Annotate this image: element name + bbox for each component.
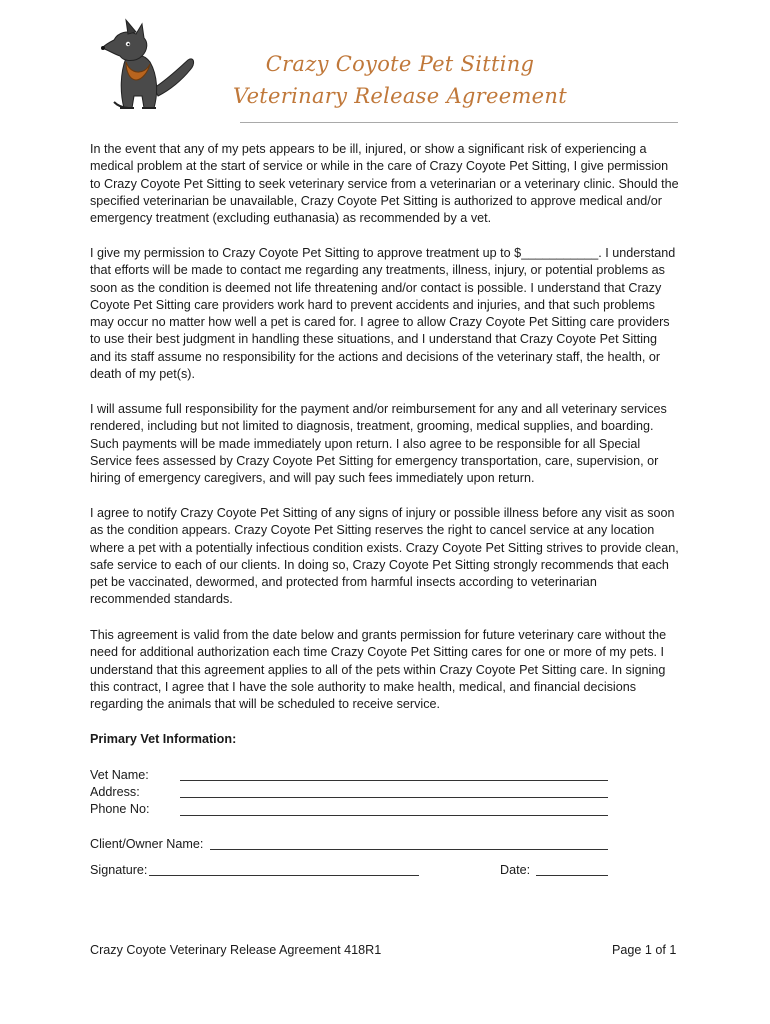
paragraph-payment: I will assume full responsibility for the payment and/or reimbursement for any and all veterinary services rendered, including but not limited to diagnosis, treatment, grooming, medical supplies, and boarding. Such payments will be made immediately upon return. I also agree to be responsible for all Special Service fees assessed by Crazy Coyote Pet Sitting for emergency transportation, care, supervision, or hiring of emergency caregivers, and will pay such fees immediately upon return. [90,402,667,486]
paragraph-notification: I agree to notify Crazy Coyote Pet Sitting of any signs of injury or possible illness before any visit as soon as the condition appears. Crazy Coyote Pet Sitting reserves the right to cancel service at any location where a pet with a potentially infectious condition exists. Crazy Coyote Pet Sitting strives to provide clean, safe service to each of our clients. In doing so, Crazy Coyote Pet Sitting strongly recommends that each pet be vaccinated, dewormed, and protected from harmful insects according to veterinarian recommended standards. [90,506,679,607]
signature-label: Signature: [90,863,148,877]
footer-page-number: Page 1 of 1 [612,943,677,957]
coyote-logo-icon [84,18,204,118]
signature-field[interactable] [149,875,419,876]
date-label: Date: [500,863,531,877]
vet-name-field[interactable] [180,780,608,781]
header-divider [240,122,678,123]
paragraph-permission: In the event that any of my pets appears to be ill, injured, or show a significant risk of experiencing a medical problem at the start of service or while in the care of Crazy Coyote Pet Sitting, I give permission to Crazy Coyote Pet Sitting to seek veterinary service from a veterinarian or a veterinary clinic. Should the specified veterinarian be unavailable, Crazy Coyote Pet Sitting is authorized to approve medical and/or emergency treatment (excluding euthanasia) as recommended by a vet. [90,142,679,226]
paragraph-treatment-limit: I give my permission to Crazy Coyote Pet Sitting to approve treatment up to $___________. I understand that efforts will be made to contact me regarding any treatments, illness, injury, or potential problems as soon as the condition is deemed not life threatening and/or contact is possible. I understand that Crazy Coyote Pet Sitting care providers work hard to prevent accidents and injuries, and that such problems may occur no matter how well a pet is cared for. I agree to allow Crazy Coyote Pet Sitting care providers to use their best judgment in handling these situations, and I understand that Crazy Coyote Pet Sitting and its staff assume no responsibility for the actions and decisions of the veterinary staff, the health, or death of my pet(s). [90,246,676,382]
footer-document-name: Crazy Coyote Veterinary Release Agreement 418R1 [90,943,382,957]
vet-info-heading: Primary Vet Information: [90,732,237,746]
paragraph-validity: This agreement is valid from the date below and grants permission for future veterinary care without the need for additional authorization each time Crazy Coyote Pet Sitting cares for one or more of my pets. I understand that this agreement applies to all of the pets within Crazy Coyote Pet Sitting care. In signing this contract, I agree that I have the sole authority to make health, medical, and financial decisions regarding the animals that will be scheduled to receive service. [90,628,667,712]
date-field[interactable] [536,875,608,876]
address-field[interactable] [180,797,608,798]
vet-name-label: Vet Name: [90,768,149,782]
owner-name-field[interactable] [210,849,608,850]
phone-label: Phone No: [90,802,150,816]
title-line-2: Veterinary Release Agreement [233,84,567,108]
address-label: Address: [90,785,140,799]
phone-field[interactable] [180,815,608,816]
owner-name-label: Client/Owner Name: [90,837,204,851]
title-line-1: Crazy Coyote Pet Sitting [265,52,535,76]
